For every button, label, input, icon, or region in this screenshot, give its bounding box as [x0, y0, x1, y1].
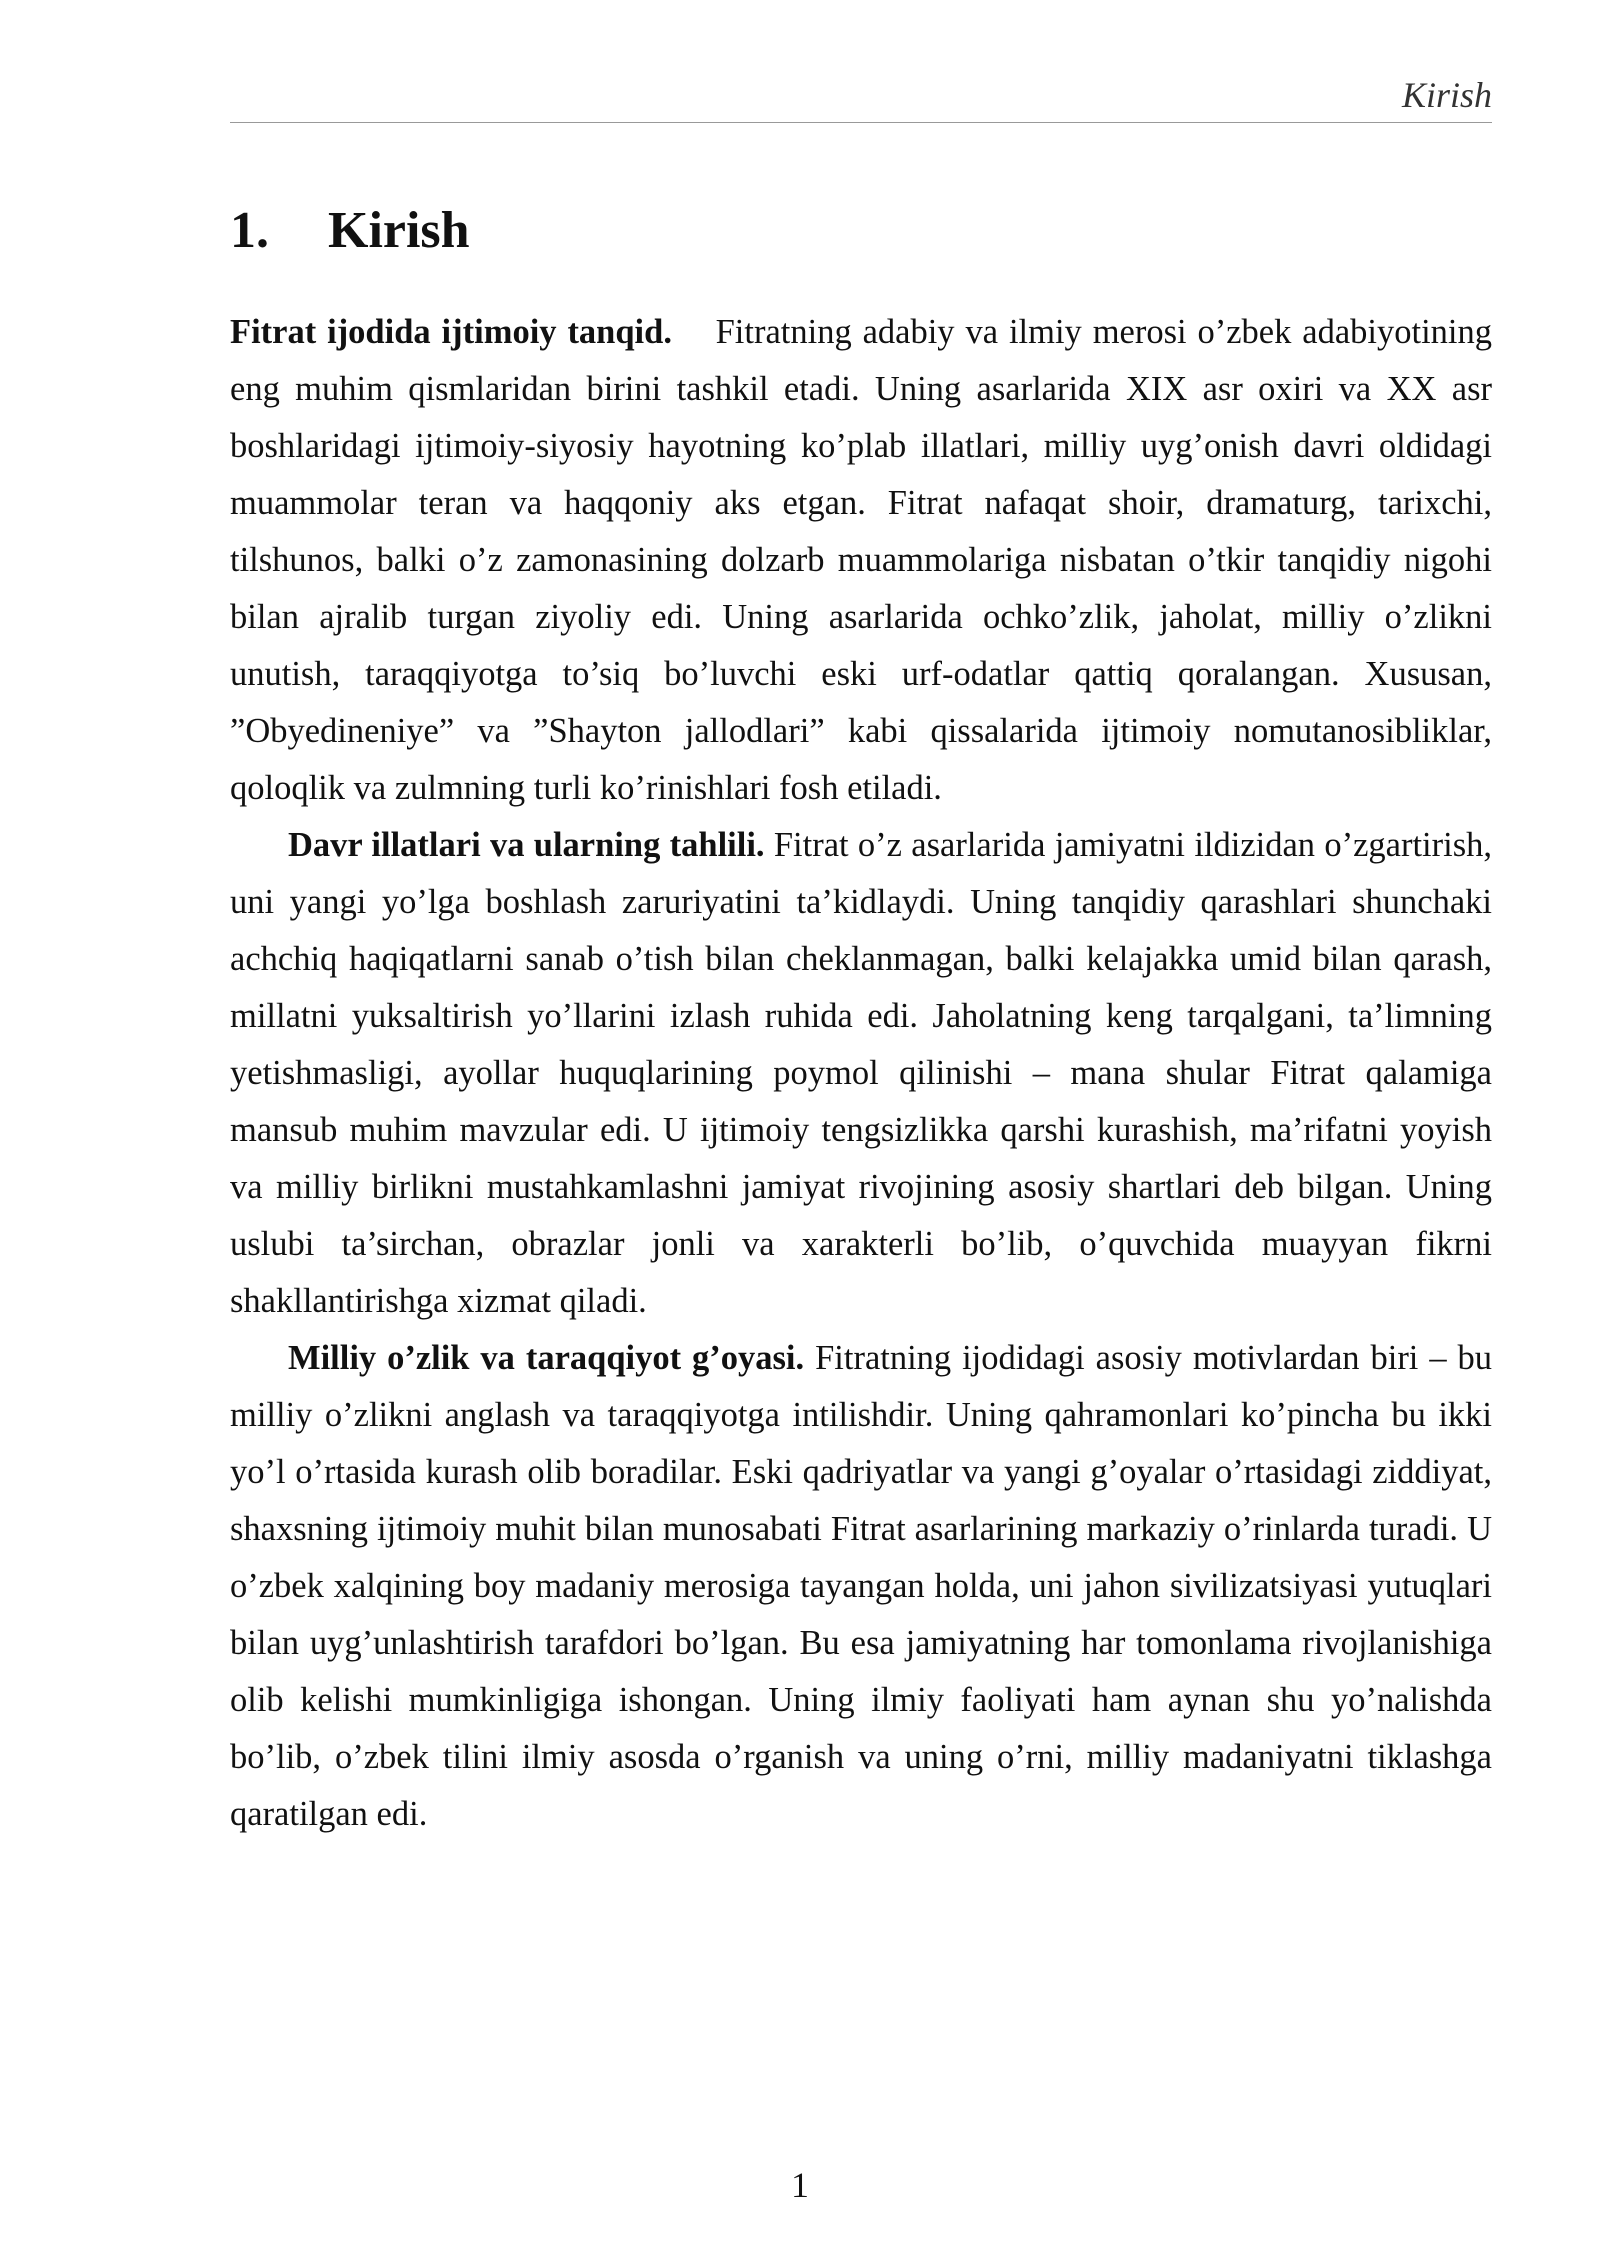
body-text [230, 304, 1492, 1843]
running-header: Kirish [1401, 75, 1492, 115]
paragraph-heading: Davr illatlari va ularning tahlili. [288, 826, 765, 864]
chapter-title-text: Kirish [328, 202, 470, 259]
header-rule [230, 122, 1492, 123]
page-number: 1 [791, 2165, 809, 2205]
paragraph-social-critique [230, 304, 1492, 817]
paragraph-era-vices [230, 817, 1492, 1330]
paragraph-heading: Milliy o’zlik va taraqqiyot g’oyasi. [288, 1339, 805, 1377]
chapter-title [230, 196, 470, 266]
paragraph-national-identity [230, 1330, 1492, 1843]
paragraph-text: Fitrat o’z asarlarida jamiyatni ildizidan o’zgartirish, uni yangi yo’lga boshlash zaruriyatini ta’kidlaydi. Uning tanqidiy qarashlari shunchaki achchiq haqiqatlarni sanab o’tish bilan cheklanmagan, balki kelajakka umid bilan qarash, millatni yuksaltirish yo’llarini izlash ruhida edi. Jaholatning keng tarqalgani, ta’limning yetishmasligi, ayollar huquqlarining poymol qilinishi – mana shular Fitrat qalamiga mansub muhim mavzular edi. U ijtimoiy tengsizlikka qarshi kurashish, ma’rifatni yoyish va milliy birlikni mustahkamlashni jamiyat rivojining asosiy shartlari deb bilgan. Uning uslubi ta’sirchan, obrazlar jonli va xarakterli bo’lib, o’quvchida muayyan fikrni shakllantirishga xizmat qiladi. [230, 826, 1492, 1320]
paragraph-heading: Fitrat ijodida ijtimoiy tanqid. [230, 313, 672, 351]
chapter-number: 1. [230, 202, 269, 259]
paragraph-text: Fitratning adabiy va ilmiy merosi o’zbek adabiyotining eng muhim qismlaridan birini tashkil etadi. Uning asarlarida XIX asr oxiri va XX asr boshlaridagi ijtimoiy-siyosiy hayotning ko’plab illatlari, milliy uyg’onish davri oldidagi muammolar teran va haqqoniy aks etgan. Fitrat nafaqat shoir, dramaturg, tarixchi, tilshunos, balki o’z zamonasining dolzarb muammolariga nisbatan o’tkir tanqidiy nigohi bilan ajralib turgan ziyoliy edi. Uning asarlarida ochko’zlik, jaholat, milliy o’zlikni unutish, taraqqiyotga to’siq bo’luvchi eski urf-odatlar qattiq qoralangan. Xususan, ”Obyedineniye” va ”Shayton jallodlari” kabi qissalarida ijtimoiy nomutanosibliklar, qoloqlik va zulmning turli ko’rinishlari fosh etiladi. [230, 313, 1492, 807]
paragraph-text: Fitratning ijodidagi asosiy motivlardan biri – bu milliy o’zlikni anglash va taraqqiyotga intilishdir. Uning qahramonlari ko’pincha bu ikki yo’l o’rtasida kurash olib boradilar. Eski qadriyatlar va yangi g’oyalar o’rtasidagi ziddiyat, shaxsning ijtimoiy muhit bilan munosabati Fitrat asarlarining markaziy o’rinlarda turadi. U o’zbek xalqining boy madaniy merosiga tayangan holda, uni jahon sivilizatsiyasi yutuqlari bilan uyg’unlashtirish tarafdori bo’lgan. Bu esa jamiyatning har tomonlama rivojlanishiga olib kelishi mumkinligiga ishongan. Uning ilmiy faoliyati ham aynan shu yo’nalishda bo’lib, o’zbek tilini ilmiy asosda o’rganish va uning o’rni, milliy madaniyatni tiklashga qaratilgan edi. [230, 1339, 1492, 1833]
